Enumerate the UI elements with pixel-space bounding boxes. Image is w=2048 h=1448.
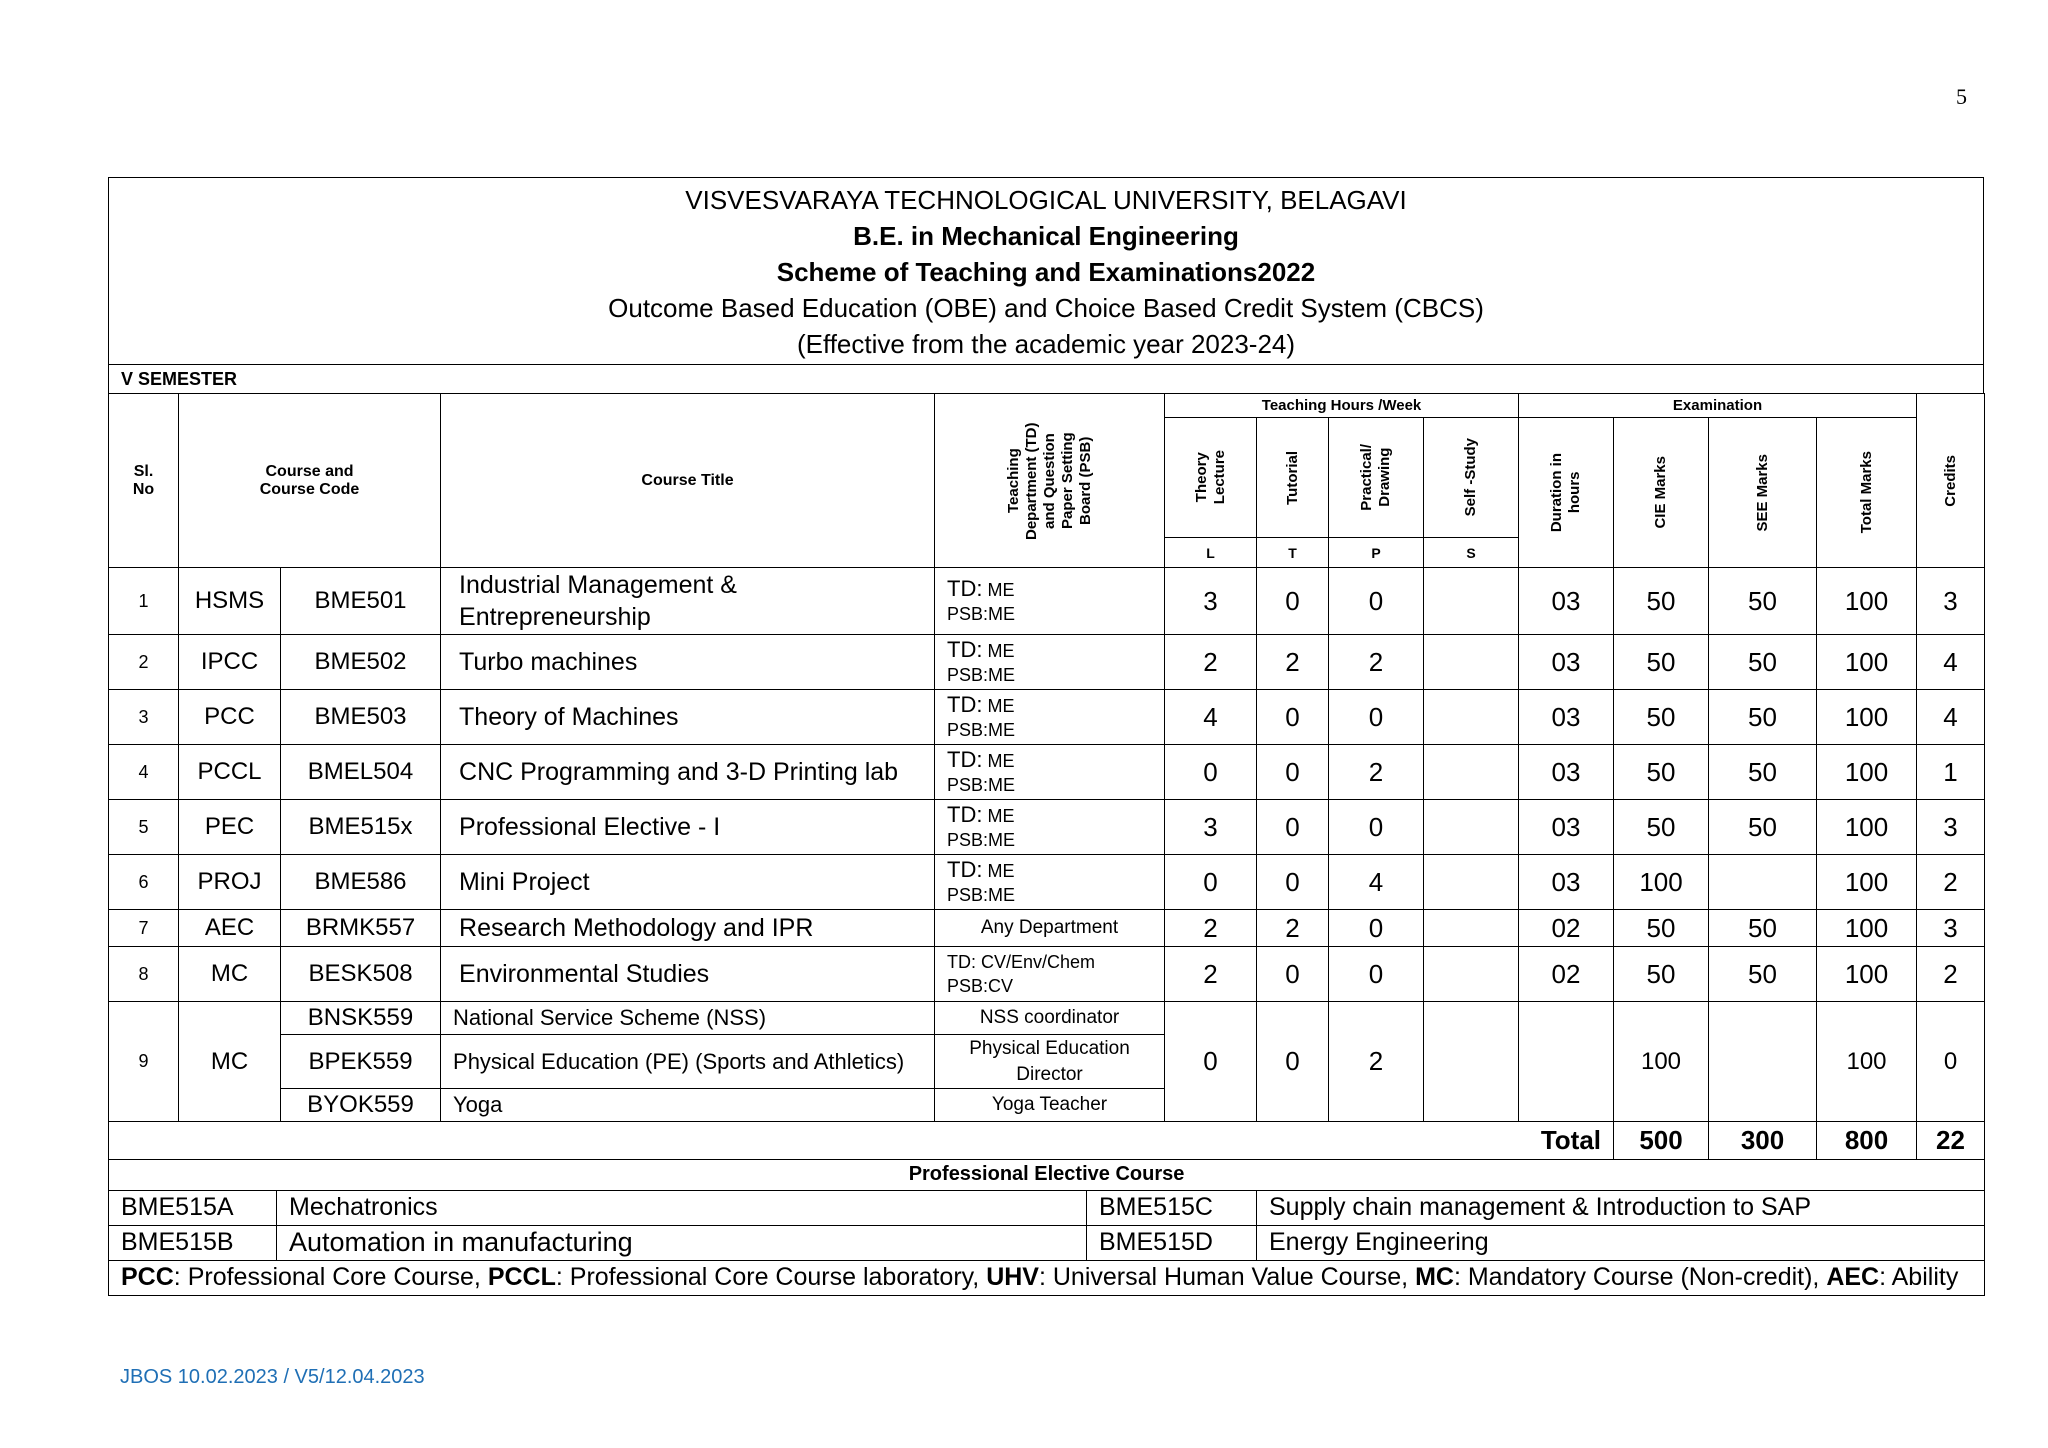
credits: 2 <box>1917 947 1985 1002</box>
practical-hours: 0 <box>1329 910 1424 947</box>
see-marks: 50 <box>1709 947 1817 1002</box>
tutorial-hours: 0 <box>1257 855 1329 910</box>
self-study-hours <box>1424 568 1519 635</box>
credits: 3 <box>1917 568 1985 635</box>
col-teaching-dept: Teaching Department (TD) and Question Paper Setting Board (PSB) <box>935 394 1165 568</box>
practical-hours: 0 <box>1329 568 1424 635</box>
elective-code: BME515C <box>1087 1190 1257 1225</box>
theory-hours: 0 <box>1165 855 1257 910</box>
credits: 4 <box>1917 635 1985 690</box>
duration: 03 <box>1519 745 1614 800</box>
elective-caption: Professional Elective Course <box>109 1159 1985 1190</box>
duration: 03 <box>1519 800 1614 855</box>
credits: 2 <box>1917 855 1985 910</box>
sl-cell: 6 <box>109 855 179 910</box>
total-marks-sum: 800 <box>1817 1122 1917 1160</box>
teaching-dept: Yoga Teacher <box>935 1089 1165 1122</box>
col-examination: Examination <box>1519 394 1917 418</box>
self-study-hours <box>1424 947 1519 1002</box>
see-marks: 50 <box>1709 635 1817 690</box>
practical-hours: 0 <box>1329 947 1424 1002</box>
teaching-dept: TD: CV/Env/Chem PSB:CV <box>935 947 1165 1002</box>
obe-line: Outcome Based Education (OBE) and Choice Based Credit System (CBCS) <box>608 293 1484 323</box>
effective-line: (Effective from the academic year 2023-24) <box>796 329 1296 359</box>
col-theory: Theory Lecture <box>1165 418 1257 538</box>
course-title: Professional Elective - I <box>441 800 935 855</box>
self-study-hours <box>1424 855 1519 910</box>
course-title: National Service Scheme (NSS) <box>441 1002 935 1035</box>
course-code: BPEK559 <box>281 1035 441 1089</box>
table-row <box>109 568 1985 635</box>
total-marks: 100 <box>1817 800 1917 855</box>
see-marks <box>1709 1002 1817 1122</box>
practical-hours: 2 <box>1329 1002 1424 1122</box>
cie-marks: 50 <box>1614 947 1709 1002</box>
theory-hours: 2 <box>1165 910 1257 947</box>
elective-name: Automation in manufacturing <box>277 1225 1087 1260</box>
course-code: BESK508 <box>281 947 441 1002</box>
total-marks: 100 <box>1817 635 1917 690</box>
sl-cell: 7 <box>109 910 179 947</box>
document-header <box>108 177 1984 364</box>
duration: 02 <box>1519 947 1614 1002</box>
teaching-dept: Physical Education Director <box>935 1035 1165 1089</box>
table-row <box>109 1002 1985 1035</box>
sl-cell: 2 <box>109 635 179 690</box>
col-total: Total Marks <box>1817 418 1917 568</box>
tutorial-hours: 0 <box>1257 568 1329 635</box>
sl-cell: 8 <box>109 947 179 1002</box>
col-t: T <box>1257 538 1329 568</box>
totals-row <box>109 1122 1985 1160</box>
elective-code: BME515D <box>1087 1225 1257 1260</box>
sl-cell: 1 <box>109 568 179 635</box>
course-code: BME586 <box>281 855 441 910</box>
total-marks: 100 <box>1817 690 1917 745</box>
total-see: 300 <box>1709 1122 1817 1160</box>
see-marks: 50 <box>1709 910 1817 947</box>
tutorial-hours: 0 <box>1257 1002 1329 1122</box>
theory-hours: 3 <box>1165 800 1257 855</box>
duration: 03 <box>1519 635 1614 690</box>
self-study-hours <box>1424 910 1519 947</box>
col-credits: Credits <box>1917 394 1985 568</box>
course-title: Yoga <box>441 1089 935 1122</box>
course-code: BRMK557 <box>281 910 441 947</box>
course-title: Mini Project <box>441 855 935 910</box>
total-marks: 100 <box>1817 568 1917 635</box>
duration: 03 <box>1519 855 1614 910</box>
tutorial-hours: 0 <box>1257 947 1329 1002</box>
scheme-sheet <box>108 177 1984 1296</box>
course-type: PROJ <box>179 855 281 910</box>
total-marks: 100 <box>1817 855 1917 910</box>
course-title: Physical Education (PE) (Sports and Athletics) <box>441 1035 935 1089</box>
course-title: Turbo machines <box>441 635 935 690</box>
col-practical: Practical/ Drawing <box>1329 418 1424 538</box>
self-study-hours <box>1424 745 1519 800</box>
cie-marks: 50 <box>1614 568 1709 635</box>
duration: 03 <box>1519 568 1614 635</box>
see-marks: 50 <box>1709 800 1817 855</box>
elective-name: Mechatronics <box>277 1190 1087 1225</box>
scheme-title: Scheme of Teaching and Examinations2022 <box>776 257 1316 287</box>
table-row <box>109 855 1985 910</box>
elective-row <box>109 1225 1985 1260</box>
elective-name: Energy Engineering <box>1257 1225 1985 1260</box>
total-credits: 22 <box>1917 1122 1985 1160</box>
elective-code: BME515B <box>109 1225 277 1260</box>
teaching-dept: TD: ME PSB:ME <box>935 800 1165 855</box>
tutorial-hours: 0 <box>1257 745 1329 800</box>
program-name: B.E. in Mechanical Engineering <box>853 221 1239 251</box>
elective-row <box>109 1190 1985 1225</box>
teaching-dept: TD: ME PSB:ME <box>935 855 1165 910</box>
course-title: Environmental Studies <box>441 947 935 1002</box>
course-type: PCCL <box>179 745 281 800</box>
elective-name: Supply chain management & Introduction to SAP <box>1257 1190 1985 1225</box>
sl-cell: 5 <box>109 800 179 855</box>
cie-marks: 50 <box>1614 690 1709 745</box>
total-marks: 100 <box>1817 745 1917 800</box>
table-row <box>109 635 1985 690</box>
credits: 1 <box>1917 745 1985 800</box>
self-study-hours <box>1424 1002 1519 1122</box>
course-code: BME503 <box>281 690 441 745</box>
see-marks <box>1709 855 1817 910</box>
total-cie: 500 <box>1614 1122 1709 1160</box>
teaching-dept: TD: ME PSB:ME <box>935 568 1165 635</box>
sl-cell: 9 <box>109 1002 179 1122</box>
practical-hours: 2 <box>1329 745 1424 800</box>
cie-marks: 100 <box>1614 855 1709 910</box>
elective-table <box>108 1159 1985 1296</box>
tutorial-hours: 0 <box>1257 800 1329 855</box>
theory-hours: 4 <box>1165 690 1257 745</box>
theory-hours: 3 <box>1165 568 1257 635</box>
scheme-table <box>108 393 1985 1160</box>
sl-cell: 3 <box>109 690 179 745</box>
col-course-code: Course and Course Code <box>179 394 441 568</box>
col-p: P <box>1329 538 1424 568</box>
table-row <box>109 947 1985 1002</box>
tutorial-hours: 0 <box>1257 690 1329 745</box>
see-marks: 50 <box>1709 745 1817 800</box>
cie-marks: 50 <box>1614 745 1709 800</box>
duration: 02 <box>1519 910 1614 947</box>
teaching-dept: NSS coordinator <box>935 1002 1165 1035</box>
sl-cell: 4 <box>109 745 179 800</box>
see-marks: 50 <box>1709 568 1817 635</box>
theory-hours: 2 <box>1165 947 1257 1002</box>
self-study-hours <box>1424 800 1519 855</box>
course-title: Industrial Management & Entrepreneurship <box>441 568 935 635</box>
page-number: 5 <box>1956 84 1967 109</box>
practical-hours: 2 <box>1329 635 1424 690</box>
credits: 4 <box>1917 690 1985 745</box>
course-code: BME501 <box>281 568 441 635</box>
credits: 3 <box>1917 910 1985 947</box>
tutorial-hours: 2 <box>1257 635 1329 690</box>
course-title: Research Methodology and IPR <box>441 910 935 947</box>
self-study-hours <box>1424 635 1519 690</box>
course-type: IPCC <box>179 635 281 690</box>
practical-hours: 0 <box>1329 690 1424 745</box>
table-row <box>109 800 1985 855</box>
col-s: S <box>1424 538 1519 568</box>
teaching-dept: TD: ME PSB:ME <box>935 690 1165 745</box>
total-marks: 100 <box>1817 947 1917 1002</box>
table-row <box>109 745 1985 800</box>
cie-marks: 50 <box>1614 635 1709 690</box>
course-code: BMEL504 <box>281 745 441 800</box>
practical-hours: 4 <box>1329 855 1424 910</box>
cie-marks: 50 <box>1614 910 1709 947</box>
tutorial-hours: 2 <box>1257 910 1329 947</box>
table-row <box>109 690 1985 745</box>
col-tutorial: Tutorial <box>1257 418 1329 538</box>
course-type: MC <box>179 1002 281 1122</box>
course-code: BNSK559 <box>281 1002 441 1035</box>
cie-marks: 100 <box>1614 1002 1709 1122</box>
abbreviation-legend: PCC: Professional Core Course, PCCL: Professional Core Course laboratory, UHV: Universal Human Value Course, MC: Mandatory Course (Non-credit), AEC: Ability <box>109 1260 1985 1295</box>
total-marks: 100 <box>1817 910 1917 947</box>
course-code: BME502 <box>281 635 441 690</box>
col-see: SEE Marks <box>1709 418 1817 568</box>
duration: 03 <box>1519 690 1614 745</box>
course-code: BME515x <box>281 800 441 855</box>
course-type: AEC <box>179 910 281 947</box>
course-title: CNC Programming and 3-D Printing lab <box>441 745 935 800</box>
course-type: MC <box>179 947 281 1002</box>
col-self-study: Self -Study <box>1424 418 1519 538</box>
teaching-dept: Any Department <box>935 910 1165 947</box>
see-marks: 50 <box>1709 690 1817 745</box>
practical-hours: 0 <box>1329 800 1424 855</box>
self-study-hours <box>1424 690 1519 745</box>
cie-marks: 50 <box>1614 800 1709 855</box>
teaching-dept: TD: ME PSB:ME <box>935 745 1165 800</box>
course-code: BYOK559 <box>281 1089 441 1122</box>
course-type: HSMS <box>179 568 281 635</box>
theory-hours: 2 <box>1165 635 1257 690</box>
elective-code: BME515A <box>109 1190 277 1225</box>
total-label: Total <box>109 1122 1614 1160</box>
col-cie: CIE Marks <box>1614 418 1709 568</box>
course-type: PCC <box>179 690 281 745</box>
duration <box>1519 1002 1614 1122</box>
credits: 0 <box>1917 1002 1985 1122</box>
total-marks: 100 <box>1817 1002 1917 1122</box>
theory-hours: 0 <box>1165 1002 1257 1122</box>
col-teaching-hours: Teaching Hours /Week <box>1165 394 1519 418</box>
col-course-title: Course Title <box>441 394 935 568</box>
course-title: Theory of Machines <box>441 690 935 745</box>
teaching-dept: TD: ME PSB:ME <box>935 635 1165 690</box>
university-name: VISVESVARAYA TECHNOLOGICAL UNIVERSITY, BELAGAVI <box>685 185 1407 215</box>
theory-hours: 0 <box>1165 745 1257 800</box>
course-type: PEC <box>179 800 281 855</box>
table-row <box>109 910 1985 947</box>
credits: 3 <box>1917 800 1985 855</box>
footer-version: JBOS 10.02.2023 / V5/12.04.2023 <box>120 1366 425 1388</box>
semester-label: V SEMESTER <box>108 364 1984 393</box>
col-sl: Sl. No <box>109 394 179 568</box>
col-duration: Duration in hours <box>1519 418 1614 568</box>
col-l: L <box>1165 538 1257 568</box>
